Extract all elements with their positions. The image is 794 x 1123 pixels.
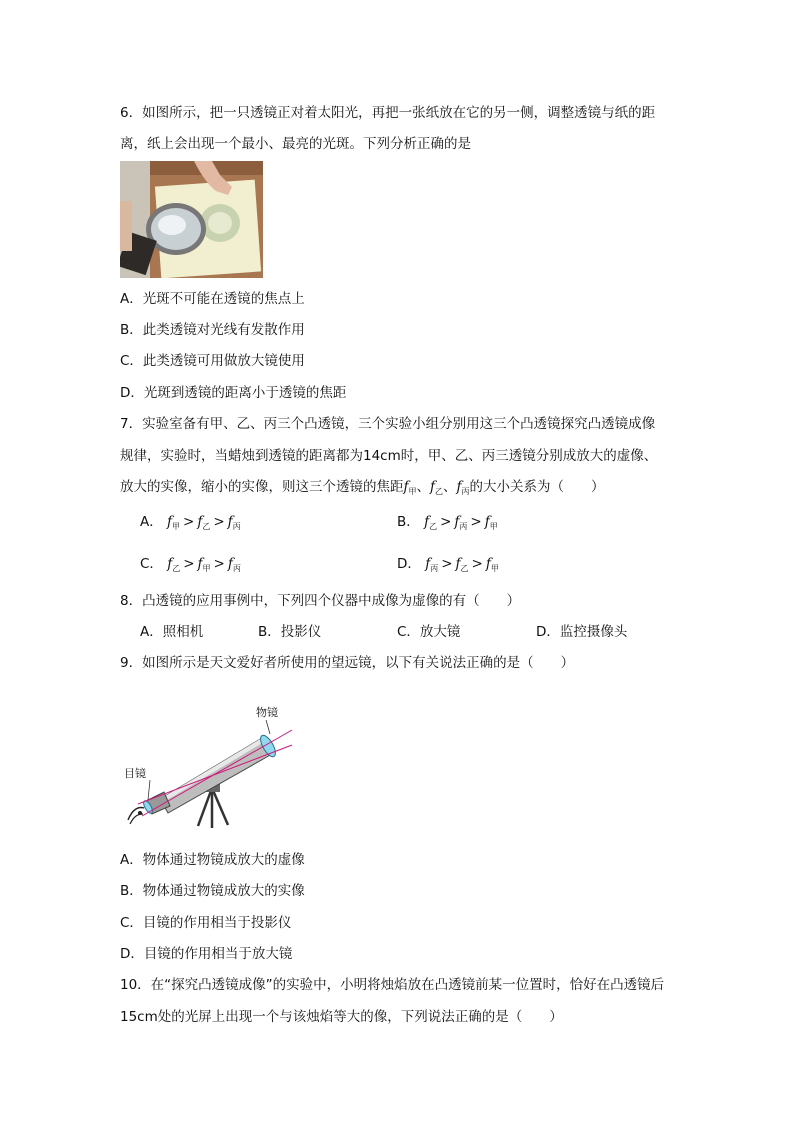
q9-option-c: C．目镜的作用相当于投影仪 xyxy=(120,915,292,931)
q7-text-line1: 7．实验室备有甲、乙、丙三个凸透镜，三个实验小组分别用这三个凸透镜探究凸透镜成像 xyxy=(120,416,656,432)
q10-text-line1: 10．在“探究凸透镜成像”的实验中，小明将烛焰放在凸透镜前某一位置时，恰好在凸透镜后 xyxy=(120,977,665,993)
tripod-leg xyxy=(212,788,228,825)
q7-option-d: D． $f_丙 > f_乙 > f_甲$ xyxy=(397,556,499,573)
q6-option-a: A．光斑不可能在透镜的焦点上 xyxy=(120,291,305,307)
q7-text-line2: 规律，实验时，当蜡烛到透镜的距离都为14cm时，甲、乙、丙三透镜分别成放大的虚像、 xyxy=(120,448,658,464)
q8-option-d: D．监控摄像头 xyxy=(536,624,628,640)
q6-text-line2: 离，纸上会出现一个最小、最亮的光斑。下列分析正确的是 xyxy=(120,136,471,152)
label-objective: 物镜 xyxy=(256,706,278,719)
q9-option-a: A．物体通过物镜成放大的虚像 xyxy=(120,852,305,868)
telescope-diagram xyxy=(124,700,294,830)
q6-text-line1: 6．如图所示，把一只透镜正对着太阳光，再把一张纸放在它的另一侧，调整透镜与纸的距 xyxy=(120,105,656,121)
q6-option-d: D．光斑到透镜的距离小于透镜的焦距 xyxy=(120,385,347,401)
q8-option-b: B．投影仪 xyxy=(258,624,322,640)
q8-option-c: C．放大镜 xyxy=(397,624,461,640)
q6-option-c: C．此类透镜可用做放大镜使用 xyxy=(120,353,305,369)
label-eyepiece: 目镜 xyxy=(124,767,146,780)
q8-text-line1: 8．凸透镜的应用事例中，下列四个仪器中成像为虚像的有（ ） xyxy=(120,593,521,609)
q6-lens-photo xyxy=(120,161,263,278)
q9-option-d: D．目镜的作用相当于放大镜 xyxy=(120,946,293,962)
q7-option-c: C． $f_乙 > f_甲 > f_丙$ xyxy=(140,556,241,573)
q7-option-a: A． $f_甲 > f_乙 > f_丙$ xyxy=(140,514,241,531)
q7-option-b: B． $f_乙 > f_丙 > f_甲$ xyxy=(397,514,498,531)
q9-text-line1: 9．如图所示是天文爱好者所使用的望远镜，以下有关说法正确的是（ ） xyxy=(120,655,575,671)
q6-option-b: B．此类透镜对光线有发散作用 xyxy=(120,322,305,338)
q10-text-line2: 15cm处的光屏上出现一个与该烛焰等大的像，下列说法正确的是（ ） xyxy=(120,1009,563,1025)
q7-text-line3: 放大的实像，缩小的实像，则这三个透镜的焦距$f_甲$、$f_乙$、$f_丙$的大小关系为（ ） xyxy=(120,479,605,496)
telescope-tube xyxy=(160,738,272,813)
q8-option-a: A．照相机 xyxy=(140,624,204,640)
light-ray xyxy=(142,730,292,816)
q9-option-b: B．物体通过物镜成放大的实像 xyxy=(120,883,305,899)
